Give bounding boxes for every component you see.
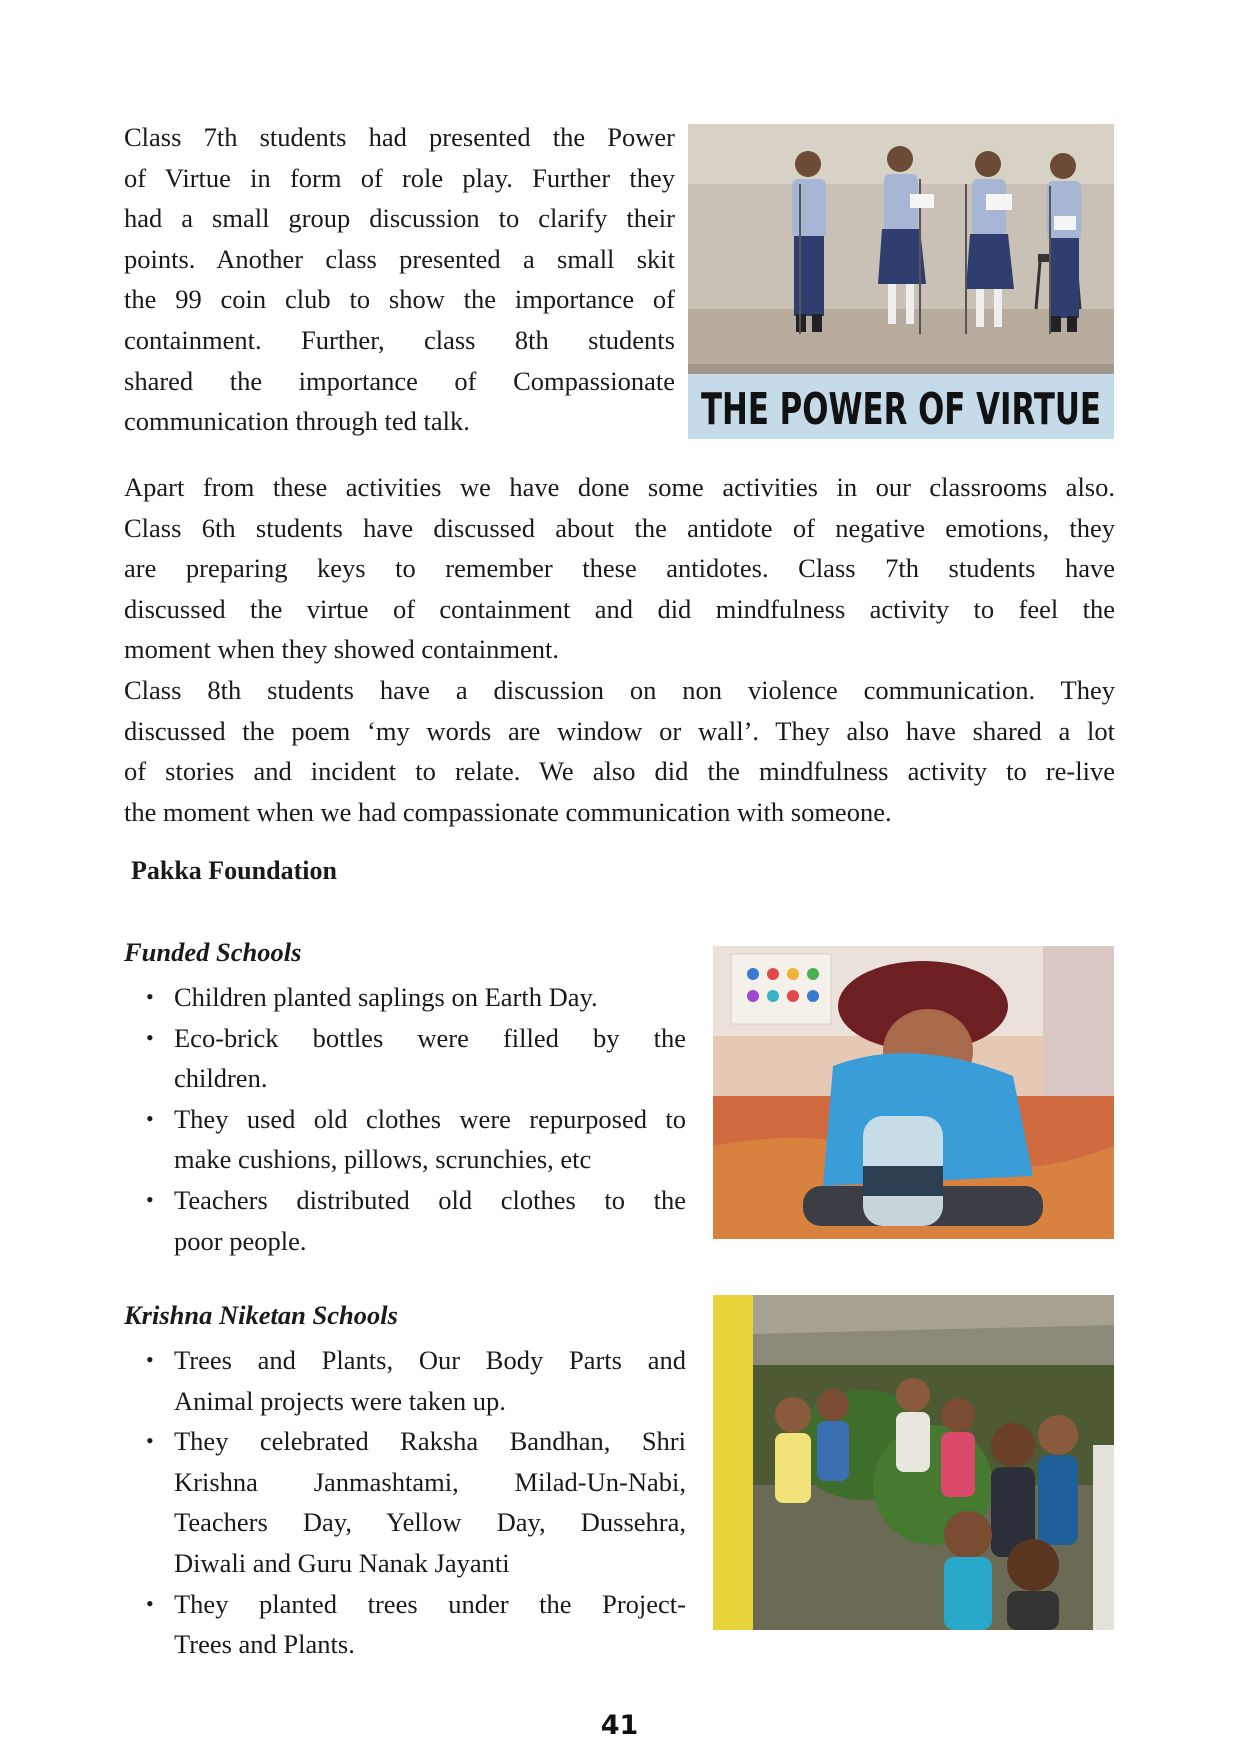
tree-planting-photo [713,1295,1114,1630]
krishna-niketan-schools-title: Krishna Niketan Schools [124,1300,398,1330]
list-item-text: • Children planted saplings on Earth Day. [174,982,598,1012]
text-line: discussed the virtue of containment and did mindfulness activity to feel the [124,593,1115,624]
list-item-text: Animal projects were taken up. [174,1385,506,1416]
child-figure [817,1389,849,1481]
list-item-text: Diwali and Guru Nanak Jayanti [174,1547,510,1578]
list-item-text: make cushions, pillows, scrunchies, etc [174,1144,592,1175]
banner-text: THE POWER OF VIRTUE [701,384,1101,435]
text-line: moment when they showed containment. [124,634,559,665]
list-item-text: • Trees and Plants, Our Body Parts and [174,1345,686,1375]
text-line: the moment when we had compassionate communication with someone. [124,796,892,827]
list-item-text: Teachers Day, Yellow Day, Dussehra, [174,1507,686,1538]
text-line: Apart from these activities we have done some activities in our classrooms also. [124,472,1115,502]
child-figure [1038,1415,1078,1545]
eco-brick-photo [713,946,1114,1239]
text-line: containment. Further, class 8th students [124,324,675,355]
list-item-text: • Teachers distributed old clothes to the [174,1184,686,1215]
text-line: are preparing keys to remember these antidotes. Class 7th students have [124,553,1115,584]
list-item-text: • They celebrated Raksha Bandhan, Shri [174,1426,686,1457]
child-figure [941,1398,975,1497]
child-figure [991,1423,1035,1557]
funded-schools-title: Funded Schools [124,937,302,967]
text-line: of stories and incident to relate. We also did the mindfulness activity to re-live [124,756,1115,787]
list-item [146,1421,686,1583]
child-figure [896,1378,930,1472]
list-item-text: poor people. [174,1225,307,1256]
text-line: Class 7th students had presented the Power [124,122,675,152]
list-item-text: • They planted trees under the Project- [174,1588,686,1619]
child-figure [775,1397,811,1503]
list-item [146,1340,686,1421]
text-line: had a small group discussion to clarify their [124,203,675,234]
text-line: discussed the poem ‘my words are window or wall’. They also have shared a lot [124,715,1115,746]
child-figure [944,1511,992,1630]
list-item-text: • They used old clothes were repurposed to [174,1103,686,1134]
text-line: points. Another class presented a small skit [124,243,675,274]
text-line: Class 6th students have discussed about the antidote of negative emotions, they [124,512,1115,543]
text-line: of Virtue in form of role play. Further they [124,162,675,193]
list-item [146,1018,686,1099]
funded-schools-list [146,977,686,1261]
krishna-niketan-schools-list [146,1340,686,1665]
list-item-text: Krishna Janmashtami, Milad-Un-Nabi, [174,1466,686,1497]
intro-paragraph [124,117,675,442]
section-heading: Pakka Foundation [131,856,337,885]
text-line: Class 8th students have a discussion on non violence communication. They [124,674,1115,705]
text-line: shared the importance of Compassionate [124,365,675,396]
activities-paragraph [124,467,1115,832]
list-item [146,1584,686,1665]
list-item-text: • Eco-brick bottles were filled by the [174,1022,686,1053]
page-number: 41 [600,1710,639,1741]
text-line: the 99 coin club to show the importance of [124,284,675,315]
list-item-text: children. [174,1063,268,1094]
list-item [146,977,686,1018]
list-item [146,1180,686,1261]
power-of-virtue-photo [688,124,1114,439]
list-item [146,1099,686,1180]
text-line: communication through ted talk. [124,406,470,437]
list-item-text: Trees and Plants. [174,1629,355,1660]
